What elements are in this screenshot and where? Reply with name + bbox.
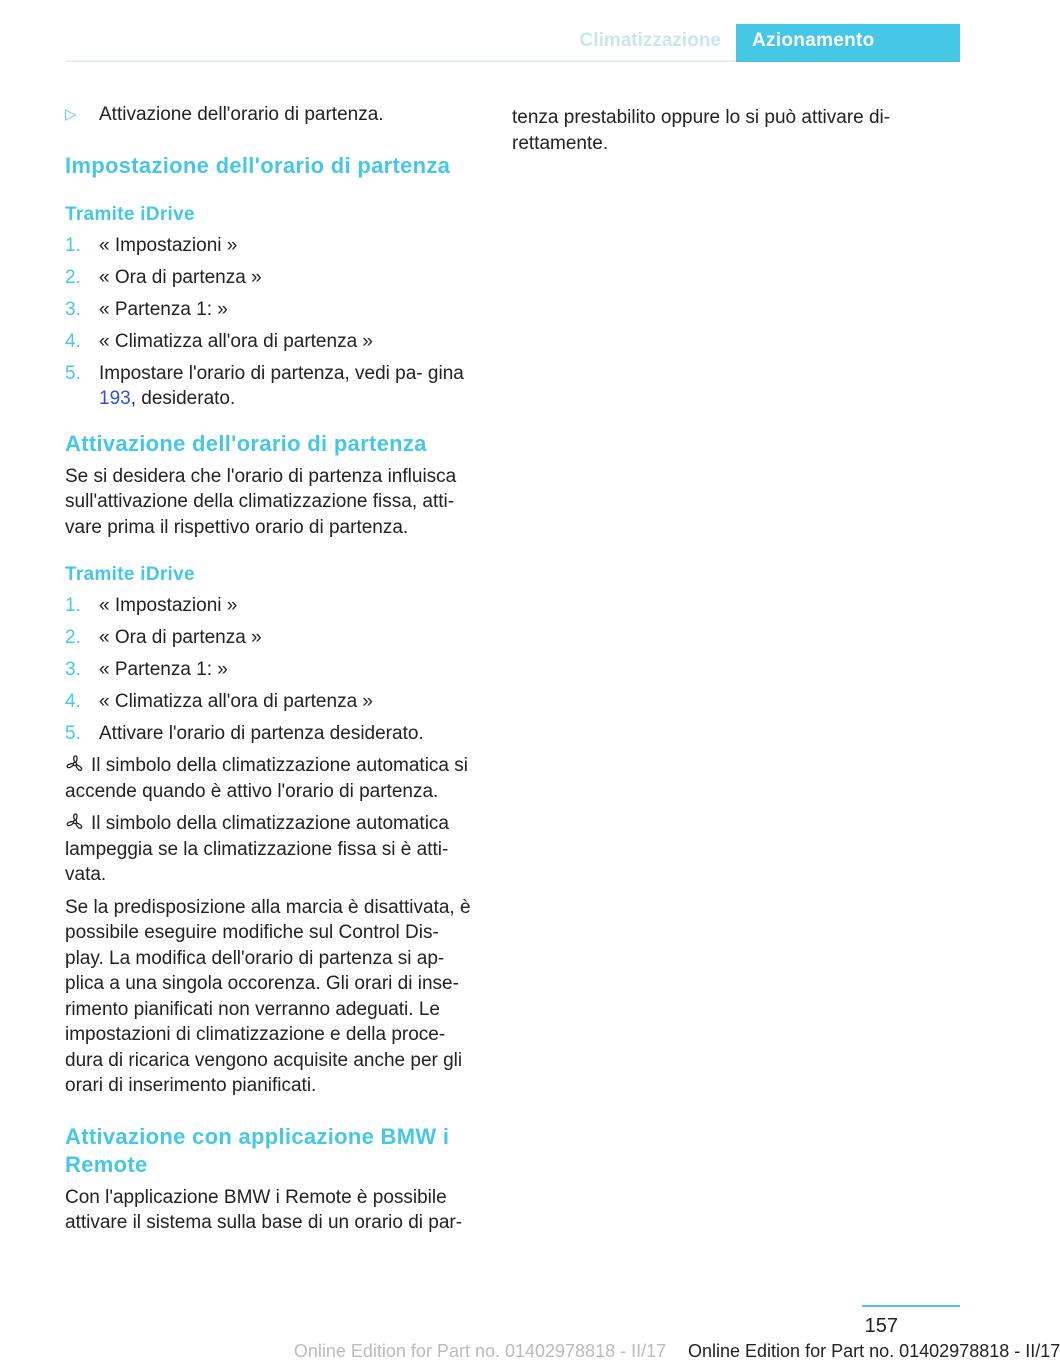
step-number: 5. bbox=[65, 723, 81, 744]
list-item bbox=[65, 689, 481, 715]
step-text: « Ora di partenza » bbox=[99, 627, 262, 648]
heading-attivazione: Attivazione dell'orario di partenza bbox=[65, 430, 427, 456]
paragraph-continued: tenza prestabilito oppure lo si può attivare di‐ rettamente. bbox=[512, 107, 891, 154]
list-item bbox=[65, 329, 481, 355]
right-column bbox=[512, 105, 928, 156]
step-number: 5. bbox=[65, 362, 81, 384]
page-link[interactable]: 193 bbox=[99, 388, 131, 409]
step-text: Attivare l'orario di partenza desiderato. bbox=[99, 723, 424, 744]
icon-paragraph-2-text: Il simbolo della climatizzazione automatica lampeggia se la climatizzazione fissa si è atti‐ vata. bbox=[65, 813, 449, 885]
step-number: 2. bbox=[65, 627, 81, 648]
step-text bbox=[99, 361, 481, 412]
step-text: « Partenza 1: » bbox=[99, 298, 228, 320]
step-number: 1. bbox=[65, 234, 81, 256]
subheading-idrive-1: Tramite iDrive bbox=[65, 203, 195, 225]
triangle-right-icon: ▷ bbox=[65, 106, 77, 123]
icon-paragraph-1-text: Il simbolo della climatizzazione automatica si accende quando è attivo l'orario di partenza. bbox=[65, 755, 468, 802]
icon-paragraph-1 bbox=[65, 753, 481, 804]
footer-watermark: Online Edition for Part no. 01402978818 - II/17 bbox=[293, 1341, 667, 1361]
subheading-idrive-2: Tramite iDrive bbox=[65, 564, 195, 585]
steps-list-2 bbox=[65, 593, 481, 747]
step-number: 1. bbox=[65, 595, 81, 616]
step-number: 3. bbox=[65, 659, 81, 680]
list-item bbox=[65, 625, 481, 651]
step-number: 4. bbox=[65, 691, 81, 712]
heading-app: Attivazione con applicazione BMW i Remote bbox=[65, 1123, 450, 1177]
footer-edition: Online Edition for Part no. 01402978818 - II/17 bbox=[688, 1341, 1060, 1361]
list-item bbox=[65, 657, 481, 683]
paragraph-attivazione: Se si desidera che l'orario di partenza influisca sull'attivazione della climatizzazione fissa, atti‐ vare prima il rispettivo orario di partenza. bbox=[65, 465, 457, 538]
step-text-a: Impostare l'orario di partenza, vedi pa‐ gina bbox=[99, 362, 464, 384]
step-text: « Climatizza all'ora di partenza » bbox=[99, 691, 373, 712]
bullet-text: Attivazione dell'orario di partenza. bbox=[99, 104, 384, 125]
step-text: « Impostazioni » bbox=[99, 234, 238, 256]
header-tab bbox=[736, 24, 960, 62]
step-number: 4. bbox=[65, 330, 81, 352]
header-section: Climatizzazione bbox=[579, 30, 721, 51]
header-tab-label: Azionamento bbox=[752, 30, 875, 51]
step-text: « Climatizza all'ora di partenza » bbox=[99, 330, 373, 352]
fan-icon bbox=[65, 813, 85, 831]
heading-impostazione: Impostazione dell'orario di partenza bbox=[65, 152, 451, 178]
left-column bbox=[65, 102, 481, 1236]
step-number: 2. bbox=[65, 266, 81, 288]
list-item bbox=[65, 593, 481, 619]
paragraph-app: Con l'applicazione BMW i Remote è possibile attivare il sistema sulla base di un orario di par‐ bbox=[65, 1186, 463, 1233]
step-text: « Impostazioni » bbox=[99, 595, 238, 616]
list-item bbox=[65, 297, 481, 323]
step-text: « Partenza 1: » bbox=[99, 659, 228, 680]
list-item bbox=[65, 721, 481, 747]
page-number-rule bbox=[862, 1305, 960, 1307]
list-item bbox=[65, 265, 481, 291]
step-number: 3. bbox=[65, 298, 81, 320]
steps-list-1 bbox=[65, 233, 481, 412]
list-item bbox=[65, 233, 481, 259]
bullet-item bbox=[65, 102, 481, 128]
step-text-b: , desiderato. bbox=[130, 388, 236, 409]
icon-paragraph-2 bbox=[65, 811, 481, 888]
step-text: « Ora di partenza » bbox=[99, 266, 262, 288]
paragraph-predisposizione: Se la predisposizione alla marcia è disattivata, è possibile eseguire modifiche sul Control Dis‐ play. La modifica dell'orario di partenza si ap‐ plica a una singola occorenza. Gli orari di inse‐ rimento pianificati non verranno adeguati. Le impostazioni di climatizzazione e della proce‐ dura di ricarica vengono acquisite anche per gli orari di inserimento pianificati. bbox=[65, 896, 471, 1096]
list-item bbox=[65, 361, 481, 412]
page-number: 157 bbox=[864, 1315, 898, 1337]
fan-icon bbox=[65, 755, 85, 773]
